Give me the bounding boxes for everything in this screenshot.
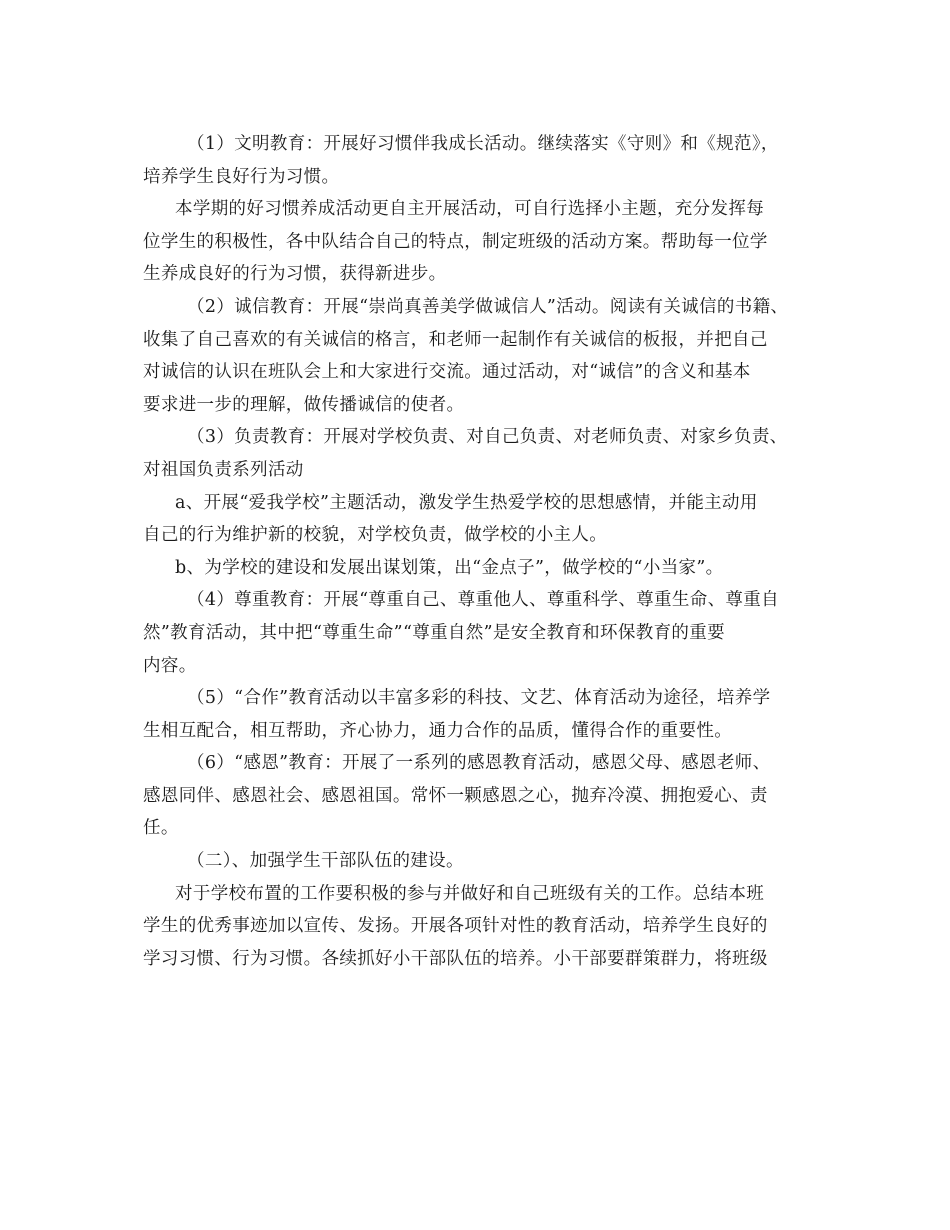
paragraph-line: 本学期的好习惯养成活动更自主开展活动，可自行选择小主题，充分发挥每 xyxy=(175,199,765,220)
paragraph-line: 生养成良好的行为习惯，获得新进步。 xyxy=(143,264,447,285)
paragraph-line: 位学生的积极性，各中队结合自己的特点，制定班级的活动方案。帮助每一位学 xyxy=(143,231,768,252)
paragraph-line: 收集了自己喜欢的有关诚信的格言，和老师一起制作有关诚信的板报，并把自己 xyxy=(143,329,768,350)
paragraph-line: （6）“感恩”教育：开展了一系列的感恩教育活动，感恩父母、感恩老师、 xyxy=(187,753,771,774)
paragraph-line: 内容。 xyxy=(143,655,197,676)
paragraph-line: （5）“合作”教育活动以丰富多彩的科技、文艺、体育活动为途径，培养学 xyxy=(187,688,771,709)
paragraph-line: 要求进一步的理解，做传播诚信的使者。 xyxy=(143,394,465,415)
paragraph-line: （3）负责教育：开展对学校负责、对自己负责、对老师负责、对家乡负责、 xyxy=(187,427,788,448)
paragraph-line: 对祖国负责系列活动 xyxy=(143,459,304,480)
paragraph-line: 对诚信的认识在班队会上和大家进行交流。通过活动，对“诚信”的含义和基本 xyxy=(143,362,751,383)
paragraph-line: 对于学校布置的工作要积极的参与并做好和自己班级有关的工作。总结本班 xyxy=(175,883,765,904)
document-body xyxy=(143,128,823,975)
section-heading: （二）、加强学生干部队伍的建设。 xyxy=(187,851,464,872)
paragraph-line: （4）尊重教育：开展“尊重自己、尊重他人、尊重科学、尊重生命、尊重自 xyxy=(187,590,779,611)
paragraph-line: 然”教育活动，其中把“尊重生命”“尊重自然”是安全教育和环保教育的重要 xyxy=(143,622,725,643)
paragraph-line: 任。 xyxy=(143,818,179,839)
paragraph-line: （2）诚信教育：开展“崇尚真善美学做诚信人”活动。阅读有关诚信的书籍、 xyxy=(187,296,789,317)
paragraph-line: 学习习惯、行为习惯。各续抓好小干部队伍的培养。小干部要群策群力，将班级 xyxy=(143,948,768,969)
paragraph-line: a、开展“爱我学校”主题活动，激发学生热爱学校的思想感情，并能主动用 xyxy=(175,492,758,513)
paragraph-line: 感恩同伴、感恩社会、感恩祖国。常怀一颗感恩之心，抛弃冷漠、拥抱爱心、责 xyxy=(143,785,768,806)
paragraph-line: 培养学生良好行为习惯。 xyxy=(143,166,340,187)
paragraph-line: 学生的优秀事迹加以宣传、发扬。开展各项针对性的教育活动，培养学生良好的 xyxy=(143,916,768,937)
paragraph-line: b、为学校的建设和发展出谋划策，出“金点子”，做学校的“小当家”。 xyxy=(175,557,724,578)
paragraph-line: （1）文明教育：开展好习惯伴我成长活动。继续落实《守则》和《规范》， xyxy=(187,134,779,154)
paragraph-line: 自己的行为维护新的校貌，对学校负责，做学校的小主人。 xyxy=(143,525,608,546)
paragraph-line: 生相互配合，相互帮助，齐心协力，通力合作的品质，懂得合作的重要性。 xyxy=(143,720,733,741)
